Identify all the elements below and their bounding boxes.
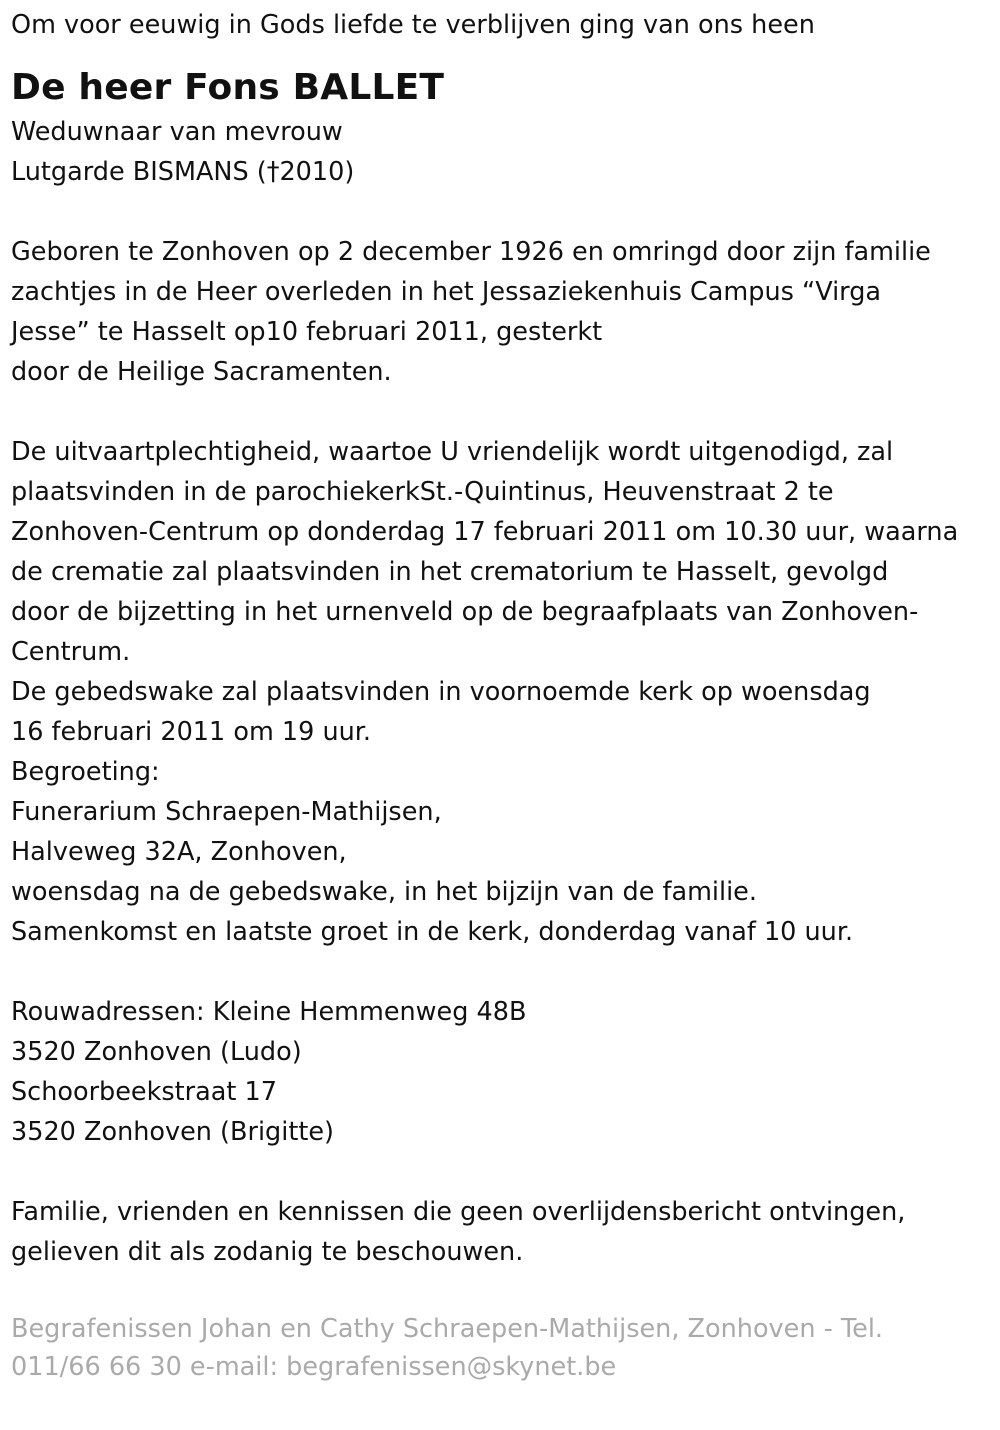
paragraph-line: Begroeting: (11, 757, 160, 787)
paragraph-line: Geboren te Zonhoven op 2 december 1926 en omringd door zijn familie (11, 237, 931, 267)
footer-line: 011/66 66 30 e-mail: begrafenissen@skynet.be (11, 1352, 617, 1382)
spacer (11, 1272, 991, 1310)
ceremony-paragraph (11, 432, 991, 952)
paragraph-line: 16 februari 2011 om 19 uur. (11, 717, 372, 747)
address-line: Rouwadressen: Kleine Hemmenweg 48B (11, 997, 527, 1027)
spacer (11, 45, 991, 64)
mourning-addresses (11, 992, 991, 1152)
address-line: Schoorbeekstraat 17 (11, 1077, 277, 1107)
spouse-line: Lutgarde BISMANS (†2010) (11, 157, 355, 187)
obituary-notice (11, 5, 991, 1386)
paragraph-line: Familie, vrienden en kennissen die geen overlijdensbericht ontvingen, (11, 1197, 906, 1227)
spacer (11, 952, 991, 992)
paragraph-line: plaatsvinden in de parochiekerkSt.-Quintinus, Heuvenstraat 2 te (11, 477, 834, 507)
funeral-home-footer (11, 1310, 991, 1386)
paragraph-line: Funerarium Schraepen-Mathijsen, (11, 797, 442, 827)
paragraph-line: De uitvaartplechtigheid, waartoe U vriendelijk wordt uitgenodigd, zal (11, 437, 894, 467)
address-line: 3520 Zonhoven (Ludo) (11, 1037, 302, 1067)
paragraph-line: Samenkomst en laatste groet in de kerk, donderdag vanaf 10 uur. (11, 917, 854, 947)
spouse-block (11, 112, 991, 192)
paragraph-line: Zonhoven-Centrum op donderdag 17 februari 2011 om 10.30 uur, waarna (11, 517, 959, 547)
spacer (11, 192, 991, 232)
spacer (11, 392, 991, 432)
paragraph-line: Jesse” te Hasselt op10 februari 2011, gesterkt (11, 317, 603, 347)
paragraph-line: Halveweg 32A, Zonhoven, (11, 837, 347, 867)
paragraph-line: De gebedswake zal plaatsvinden in voornoemde kerk op woensdag (11, 677, 871, 707)
spouse-line: Weduwnaar van mevrouw (11, 117, 343, 147)
birth-death-paragraph (11, 232, 991, 392)
spacer (11, 1152, 991, 1192)
notice-paragraph (11, 1192, 991, 1272)
footer-line: Begrafenissen Johan en Cathy Schraepen-Mathijsen, Zonhoven - Tel. (11, 1314, 884, 1344)
deceased-name: De heer Fons BALLET (11, 67, 445, 108)
paragraph-line: zachtjes in de Heer overleden in het Jessaziekenhuis Campus “Virga (11, 277, 882, 307)
paragraph-line: de crematie zal plaatsvinden in het crematorium te Hasselt, gevolgd (11, 557, 889, 587)
paragraph-line: door de bijzetting in het urnenveld op de begraafplaats van Zonhoven- (11, 597, 919, 627)
paragraph-line: gelieven dit als zodanig te beschouwen. (11, 1237, 524, 1267)
paragraph-line: woensdag na de gebedswake, in het bijzijn van de familie. (11, 877, 757, 907)
intro-text: Om voor eeuwig in Gods liefde te verblijven ging van ons heen (11, 10, 815, 40)
paragraph-line: Centrum. (11, 637, 131, 667)
address-line: 3520 Zonhoven (Brigitte) (11, 1117, 334, 1147)
paragraph-line: door de Heilige Sacramenten. (11, 357, 392, 387)
